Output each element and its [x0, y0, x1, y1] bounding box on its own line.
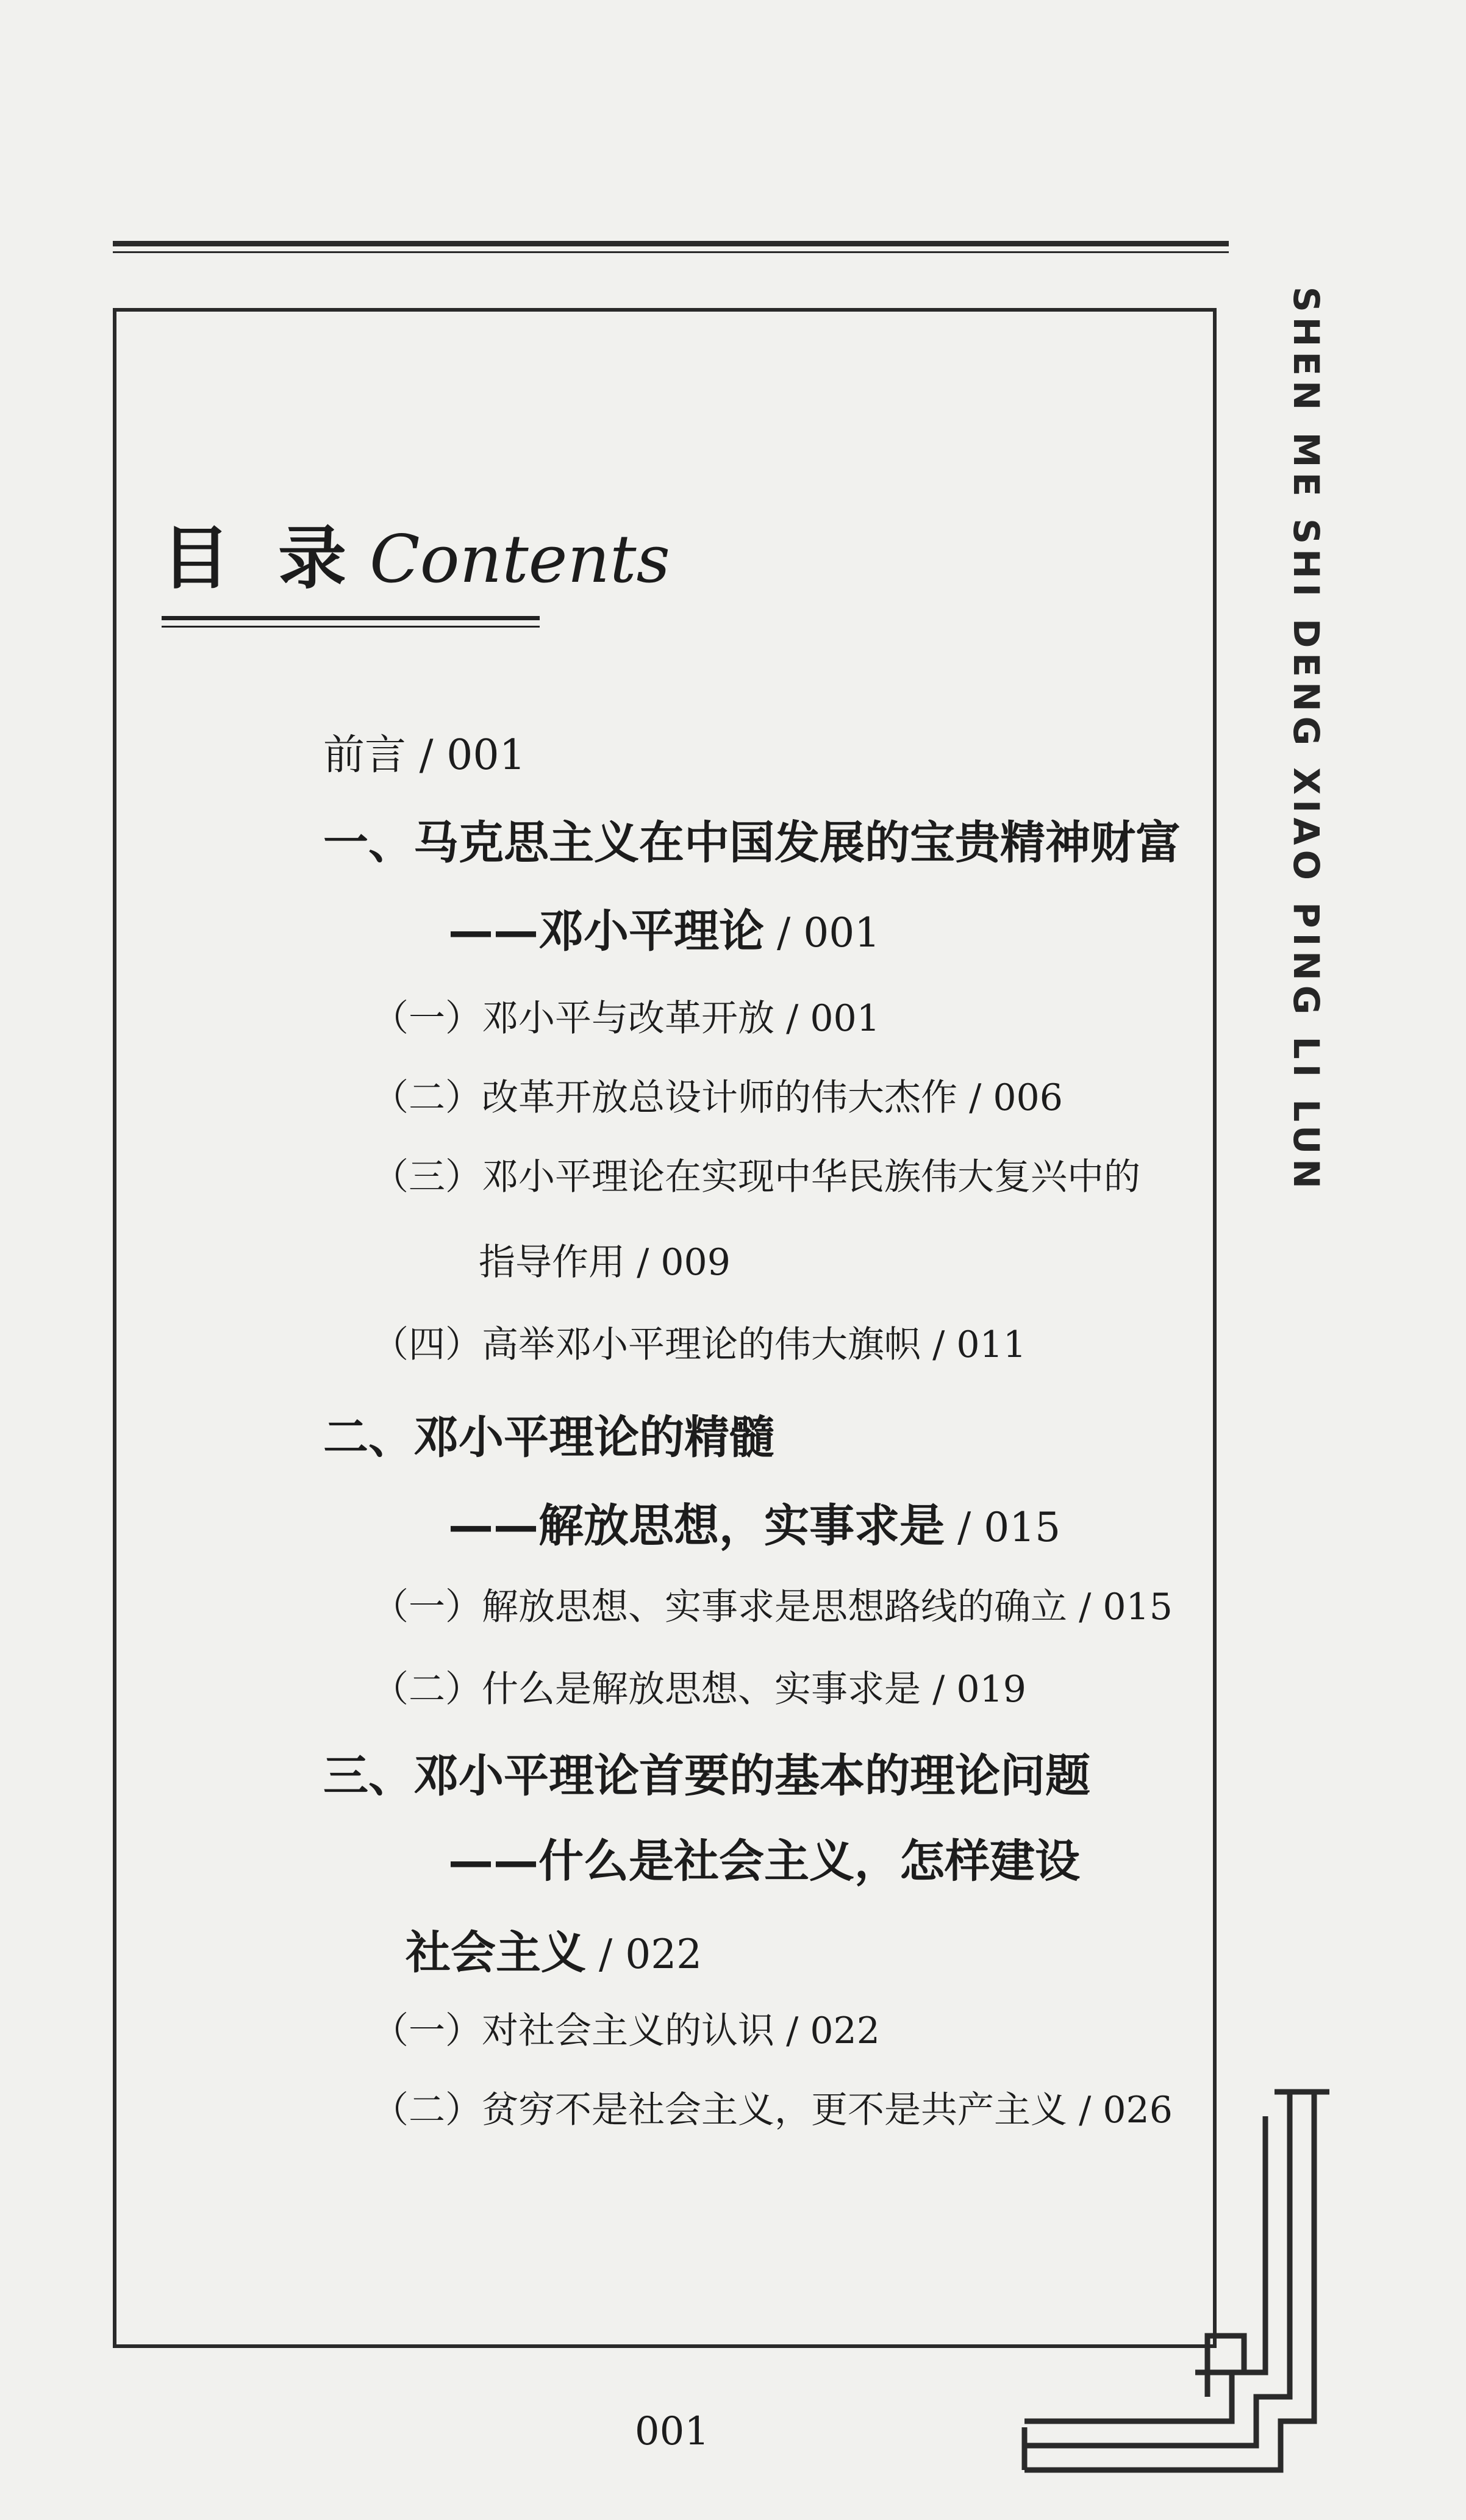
toc-heading	[162, 519, 670, 598]
toc-section-1-2[interactable]: （二）改革开放总设计师的伟大杰作 / 006	[372, 1076, 1063, 1119]
toc-section-2-2[interactable]: （二）什么是解放思想、实事求是 / 019	[372, 1668, 1026, 1711]
toc-entry-text: 社会主义	[406, 1927, 586, 1979]
toc-section-2-1[interactable]: （一）解放思想、实事求是思想路线的确立 / 015	[372, 1586, 1173, 1628]
toc-page-number: 022	[810, 2010, 880, 2052]
toc-page-number: 001	[810, 997, 880, 1040]
header-rule-thin	[113, 251, 1229, 253]
toc-entry-text: （一）解放思想、实事求是思想路线的确立	[372, 1586, 1067, 1628]
toc-entry-text: （二）改革开放总设计师的伟大杰作	[372, 1076, 957, 1119]
toc-page-number: 019	[956, 1668, 1026, 1711]
toc-chapter-3[interactable]	[323, 1750, 1090, 1802]
toc-chapter-1-subtitle[interactable]: ——邓小平理论 / 001	[448, 905, 881, 958]
toc-section-1-4[interactable]: （四）高举邓小平理论的伟大旗帜 / 011	[372, 1323, 1026, 1366]
toc-page-number: 015	[1103, 1586, 1173, 1628]
toc-page-number: 006	[993, 1076, 1063, 1119]
toc-entry-text: ——邓小平理论	[448, 905, 764, 958]
header-rule	[113, 241, 1229, 246]
toc-page-number: 022	[625, 1931, 703, 1978]
toc-page-number: 001	[803, 909, 881, 956]
toc-chapter-1[interactable]	[323, 817, 1181, 869]
toc-section-3-1[interactable]: （一）对社会主义的认识 / 022	[372, 2010, 880, 2052]
toc-entry-text: 一、马克思主义在中国发展的宝贵精神财富	[323, 817, 1181, 869]
toc-chapter-2[interactable]	[323, 1411, 774, 1464]
toc-chapter-3-subtitle-cont[interactable]: 社会主义 / 022	[406, 1927, 703, 1979]
toc-entry-text: （一）邓小平与改革开放	[372, 997, 774, 1040]
toc-entry-text: ——什么是社会主义，怎样建设	[448, 1835, 1080, 1888]
toc-entry-text: 三、邓小平理论首要的基本的理论问题	[323, 1750, 1090, 1802]
toc-entry-text: （二）贫穷不是社会主义，更不是共产主义	[372, 2089, 1067, 2132]
toc-entry-text: （二）什么是解放思想、实事求是	[372, 1668, 921, 1711]
toc-heading-en: Contents	[370, 521, 670, 598]
heading-underline-thin	[162, 626, 540, 628]
toc-entry-text: （四）高举邓小平理论的伟大旗帜	[372, 1323, 921, 1366]
toc-entry-text: （三）邓小平理论在实现中华民族伟大复兴中的	[372, 1156, 1140, 1198]
toc-page-number: 009	[660, 1241, 731, 1284]
toc-entry-text: （一）对社会主义的认识	[372, 2010, 774, 2052]
toc-page-number: 015	[984, 1504, 1061, 1551]
side-title: SHEN ME SHI DENG XIAO PING LI LUN	[1285, 287, 1327, 1194]
toc-entry-text: 指导作用	[479, 1241, 625, 1284]
toc-section-1-3-cont[interactable]: 指导作用 / 009	[479, 1241, 731, 1284]
toc-chapter-3-subtitle[interactable]	[448, 1835, 1080, 1888]
toc-page-number: 001	[446, 731, 526, 779]
heading-underline	[162, 616, 540, 620]
page-number: 001	[634, 2409, 710, 2454]
toc-page-number: 026	[1103, 2089, 1173, 2132]
toc-entry-text: 前言	[323, 731, 407, 779]
toc-page-number: 011	[956, 1323, 1026, 1366]
toc-heading-cn: 目 录	[162, 519, 359, 598]
toc-chapter-2-subtitle[interactable]: ——解放思想，实事求是 / 015	[448, 1500, 1061, 1552]
toc-entry-preface[interactable]: 前言 / 001	[323, 731, 526, 779]
toc-section-1-1[interactable]: （一）邓小平与改革开放 / 001	[372, 997, 880, 1040]
toc-entry-text: 二、邓小平理论的精髓	[323, 1411, 774, 1464]
toc-section-3-2[interactable]: （二）贫穷不是社会主义，更不是共产主义 / 026	[372, 2089, 1173, 2132]
toc-section-1-3[interactable]	[372, 1156, 1140, 1198]
toc-entry-text: ——解放思想，实事求是	[448, 1500, 945, 1552]
